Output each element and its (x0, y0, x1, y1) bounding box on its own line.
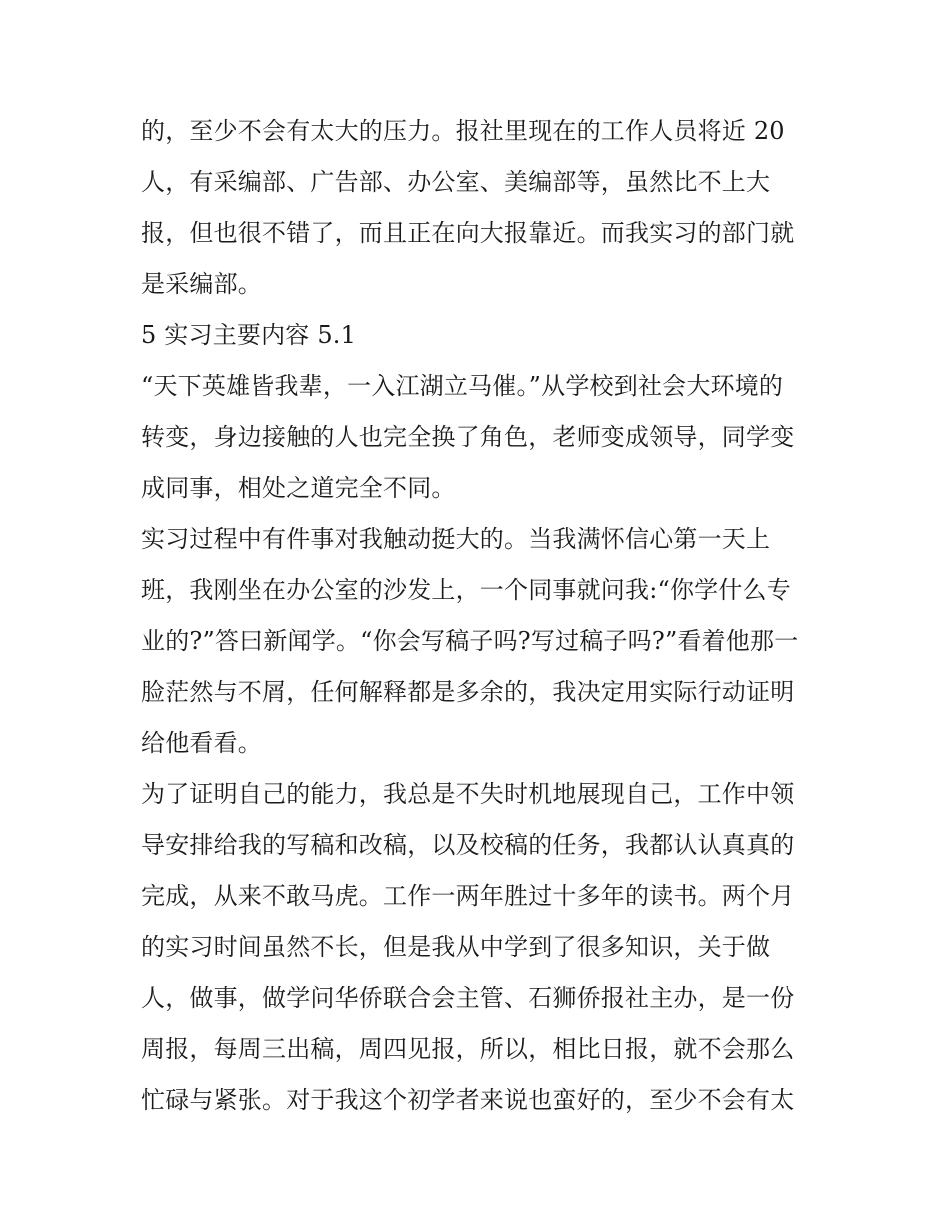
section-heading: 5 实习主要内容 5.1 (141, 321, 357, 349)
text-line: 业的?”答曰新闻学。“你会写稿子吗?写过稿子吗?”看着他那一 (141, 627, 799, 655)
text-line: 脸茫然与不屑，任何解释都是多余的，我决定用实际行动证明 (141, 678, 795, 706)
text-line: 周报，每周三出稿，周四见报，所以，相比日报，就不会那么 (141, 1035, 795, 1063)
text-line: 忙碌与紧张。对于我这个初学者来说也蛮好的，至少不会有太 (141, 1086, 795, 1114)
text-line: 完成，从来不敢马虎。工作一两年胜过十多年的读书。两个月 (141, 882, 795, 910)
text-line: “天下英雄皆我辈，一入江湖立马催。”从学校到社会大环境的 (141, 372, 784, 400)
text-line: 实习过程中有件事对我触动挺大的。当我满怀信心第一天上 (141, 525, 771, 553)
text-line: 人，有采编部、广告部、办公室、美编部等，虽然比不上大 (141, 168, 771, 196)
text-line: 成同事，相处之道完全不同。 (141, 474, 456, 502)
text-line: 班，我刚坐在办公室的沙发上，一个同事就问我:“你学什么专 (141, 576, 791, 604)
text-line: 给他看看。 (141, 729, 262, 757)
text-line: 的实习时间虽然不长，但是我从中学到了很多知识，关于做 (141, 933, 771, 961)
text-line: 为了证明自己的能力，我总是不失时机地展现自己，工作中领 (141, 780, 795, 808)
text-line: 的，至少不会有太大的压力。报社里现在的工作人员将近 20 (141, 117, 785, 145)
text-line: 转变，身边接触的人也完全换了角色，老师变成领导，同学变 (141, 423, 795, 451)
text-line: 报，但也很不错了，而且正在向大报靠近。而我实习的部门就 (141, 219, 795, 247)
text-line: 是采编部。 (141, 270, 262, 298)
text-line: 人，做事，做学问华侨联合会主管、石狮侨报社主办，是一份 (141, 984, 795, 1012)
text-line: 导安排给我的写稿和改稿，以及校稿的任务，我都认认真真的 (141, 831, 795, 859)
document-body (141, 106, 821, 1126)
